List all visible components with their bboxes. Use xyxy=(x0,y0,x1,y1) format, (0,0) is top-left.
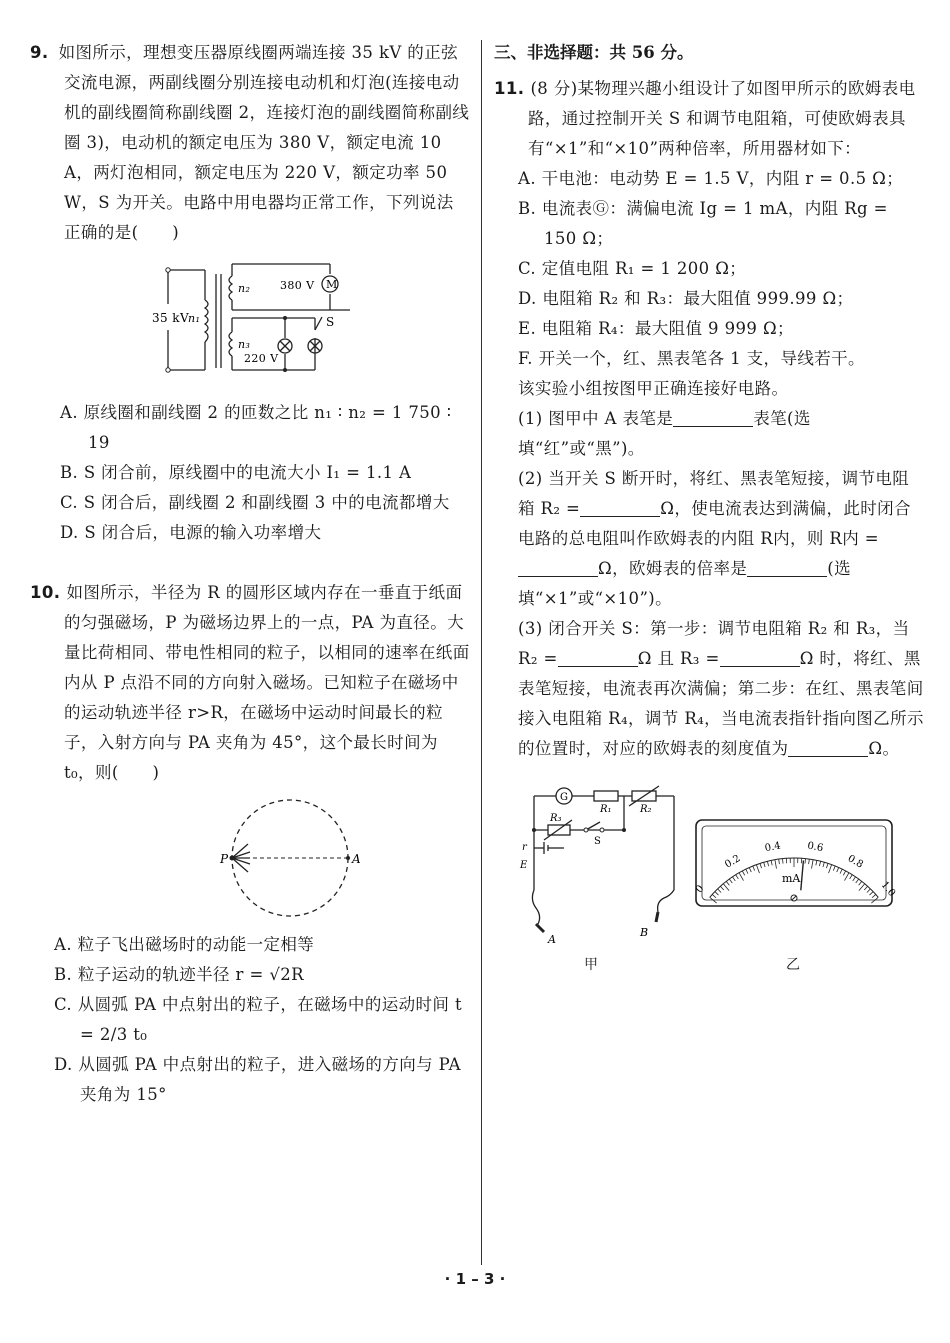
q9-transformer-figure xyxy=(100,262,520,392)
q11-part-1 xyxy=(494,404,924,464)
probe-b-label: B xyxy=(640,926,649,939)
column-divider xyxy=(481,40,482,1265)
switch-s-label: S xyxy=(594,836,601,847)
material-b: B. 电流表Ⓖ：满偏电流 Ig = 1 mA，内阻 Rg = 150 Ω； xyxy=(518,199,888,248)
p2-text-b: Ω，使电流表达到满偏，此时闭合电路的总电阻叫作欧姆表的内阻 R内，则 R内 = xyxy=(518,499,911,548)
q10-number: 10. xyxy=(30,583,61,602)
question-9 xyxy=(30,38,470,548)
p3-text-b: Ω 且 R₃ = xyxy=(637,649,720,668)
question-11 xyxy=(494,74,924,764)
page-footer: · 1 – 3 · xyxy=(444,1270,506,1288)
motor-label: M xyxy=(326,278,338,291)
q10-option-d: D. 从圆弧 PA 中点射出的粒子，进入磁场的方向与 PA 夹角为 15° xyxy=(54,1055,461,1104)
r1-label: R₁ xyxy=(600,804,612,815)
q10-stem: 如图所示，半径为 R 的圆形区域内存在一垂直于纸面的匀强磁场，P 为磁场边界上的一点，PA 为直径。大量比荷相同、带电性相同的粒子，以相同的速率在纸面内从 P 点沿不同的方向射入磁场。已知粒子在磁场中的运动轨迹半径 r>R，在磁场中运动时间最长的粒子，入射方向与 PA 夹角为 45°，这个最长时间为 t₀，则( ) xyxy=(64,583,470,782)
material-f: F. 开关一个，红、黑表笔各 1 支，导线若干。 xyxy=(518,349,865,368)
answer-blank-7[interactable] xyxy=(788,738,868,757)
galvanometer-label: G xyxy=(560,792,568,803)
lamp-voltage-label: 220 V xyxy=(244,352,279,365)
q11-part-3 xyxy=(494,614,924,764)
p1-text-b: 表笔(选填“红”或“黑”)。 xyxy=(518,409,811,458)
q9-option-b: B. S 闭合前，原线圈中的电流大小 I₁ = 1.1 A xyxy=(60,463,412,482)
p1-text-a: (1) 图甲中 A 表笔是 xyxy=(518,409,674,428)
answer-blank-2[interactable] xyxy=(580,498,660,517)
p3-text-d: Ω。 xyxy=(868,739,900,758)
q9-option-a: A. 原线圈和副线圈 2 的匝数之比 n₁ ∶ n₂ = 1 750 ∶ 19 xyxy=(60,403,452,452)
answer-blank-1[interactable] xyxy=(673,408,753,427)
r3-label: R₃ xyxy=(550,813,562,824)
q10-option-a: A. 粒子飞出磁场时的动能一定相等 xyxy=(54,935,315,954)
p2-text-a: (2) 当开关 S 断开时，将红、黑表笔短接，调节电阻箱 R₂ = xyxy=(518,469,910,518)
n3-label: n₃ xyxy=(238,338,251,351)
q10-option-b: B. 粒子运动的轨迹半径 r = √2R xyxy=(54,965,304,984)
q9-number: 9. xyxy=(30,43,49,62)
meter-tick-label: 0 xyxy=(693,883,707,896)
meter-tick xyxy=(805,859,806,864)
q10-option-c: C. 从圆弧 PA 中点射出的粒子，在磁场中的运动时间 t = 2/3 t₀ xyxy=(54,995,462,1044)
n2-label: n₂ xyxy=(238,282,251,295)
figure-yi-caption: 乙 xyxy=(786,957,800,973)
answer-blank-4[interactable] xyxy=(747,558,827,577)
p2-text-d: (选填“×1”或“×10”)。 xyxy=(518,559,852,608)
q11-part-2 xyxy=(494,464,924,614)
q9-stem: 如图所示，理想变压器原线圈两端连接 35 kV 的正弦交流电源，两副线圈分别连接电动机和灯泡(连接电动机的副线圈简称副线圈 2，连接灯泡的副线圈简称副线圈 3)，电动机的额定电压为 380 V，额定电流 10 A，两灯泡相同，额定电压为 220 V，额定功率 50 W，S 为开关。电路中用电器均正常工作，下列说法正确的是( ) xyxy=(58,43,470,242)
probe-a-label: A xyxy=(548,933,556,946)
internal-r-label: r xyxy=(522,842,527,853)
answer-blank-5[interactable] xyxy=(558,648,638,667)
meter-tick-label: 0.2 xyxy=(723,853,743,871)
left-column xyxy=(30,38,470,1110)
n1-label: n₁ xyxy=(188,312,201,325)
q9-option-d: D. S 闭合后，电源的输入功率增大 xyxy=(60,523,322,542)
point-p-label: P xyxy=(220,852,229,866)
section-heading: 三、非选择题：共 56 分。 xyxy=(494,43,694,62)
p3-text-a: (3) 闭合开关 S：第一步：调节电阻箱 R₂ 和 R₃，当 R₂ = xyxy=(518,619,910,668)
q10-circle-figure xyxy=(190,794,390,924)
motor-voltage-label: 380 V xyxy=(280,279,315,292)
material-d: D. 电阻箱 R₂ 和 R₃：最大阻值 999.99 Ω； xyxy=(518,289,854,308)
p3-text-c: Ω 时，将红、黑表笔短接，电流表再次满偏；第二步：在红、黑表笔间接入电阻箱 R₄，调节 R₄，当电流表指针指向图乙所示的位置时，对应的欧姆表的刻度值为 xyxy=(518,649,924,758)
figure-jia-caption: 甲 xyxy=(584,957,598,973)
p2-text-c: Ω，欧姆表的倍率是 xyxy=(598,559,748,578)
answer-blank-3[interactable] xyxy=(518,558,598,577)
meter-tick-label: 0.8 xyxy=(845,853,865,871)
right-column xyxy=(494,38,924,973)
r2-label: R₂ xyxy=(640,804,652,815)
meter-tick xyxy=(783,859,784,864)
q11-figures xyxy=(494,778,924,973)
meter-tick-label: 1.0 xyxy=(878,879,898,899)
point-a-label: A xyxy=(352,852,362,866)
switch-label: S xyxy=(326,315,335,329)
answer-blank-6[interactable] xyxy=(720,648,800,667)
figure-jia-circuit xyxy=(514,778,684,948)
meter-tick-label: 0.6 xyxy=(806,840,825,855)
meter-unit-label: mA xyxy=(782,872,801,885)
q11-line: 该实验小组按图甲正确连接好电路。 xyxy=(518,379,789,398)
question-10 xyxy=(30,578,470,1110)
material-a: A. 干电池：电动势 E = 1.5 V，内阻 r = 0.5 Ω； xyxy=(518,169,904,188)
q11-number: 11. xyxy=(494,79,525,98)
material-c: C. 定值电阻 R₁ = 1 200 Ω； xyxy=(518,259,747,278)
q9-option-c: C. S 闭合后，副线圈 2 和副线圈 3 中的电流都增大 xyxy=(60,493,450,512)
q11-stem: (8 分)某物理兴趣小组设计了如图甲所示的欧姆表电路，通过控制开关 S 和调节电阻箱，可使欧姆表具有“×1”和“×10”两种倍率，所用器材如下： xyxy=(528,79,916,158)
figure-yi-meter xyxy=(693,818,898,918)
material-e: E. 电阻箱 R₄：最大阻值 9 999 Ω； xyxy=(518,319,794,338)
primary-voltage-label: 35 kV xyxy=(152,311,190,325)
emf-e-label: E xyxy=(520,860,528,871)
meter-tick-label: 0.4 xyxy=(763,840,782,855)
